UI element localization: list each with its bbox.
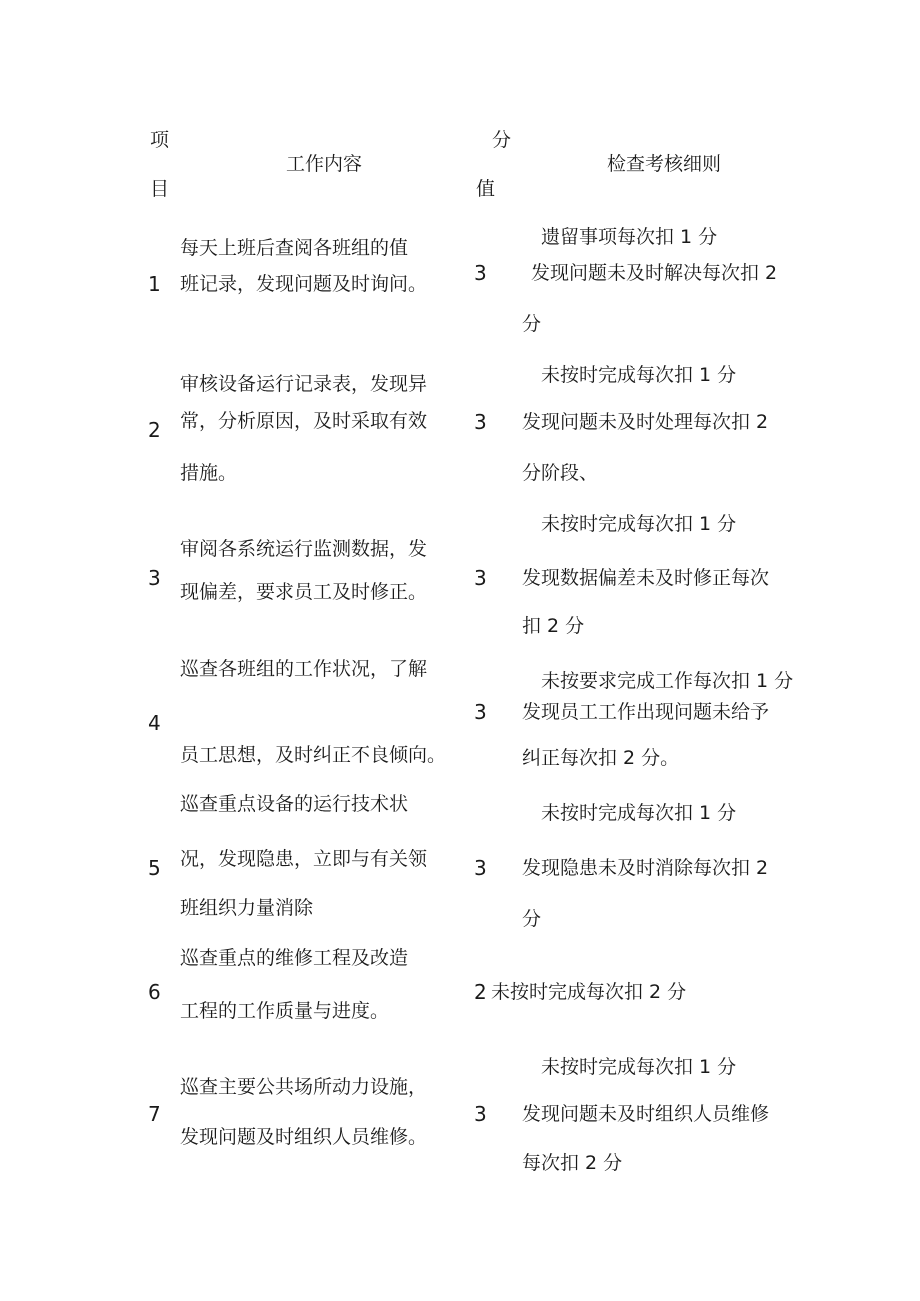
row-criteria-line: 发现数据偏差未及时修正每次 [522,567,770,589]
row-content-line: 发现问题及时组织人员维修。 [180,1126,428,1148]
row-number: 2 [148,418,161,442]
row-criteria-line: 发现员工工作出现问题未给予 [522,701,770,723]
row-criteria-line: 未按时完成每次扣 1 分 [541,1056,737,1078]
row-content-line: 班记录，发现问题及时询问。 [180,273,428,295]
row-criteria-line: 纠正每次扣 2 分。 [522,747,680,769]
row-score: 2 [474,980,487,1004]
row-content-line: 审核设备运行记录表，发现异 [180,373,428,395]
header-item-line1: 项 [150,129,170,151]
row-content-line: 工程的工作质量与进度。 [180,1000,390,1022]
row-criteria-line: 遗留事项每次扣 1 分 [541,226,718,248]
header-content: 工作内容 [286,153,363,175]
header-score-line1: 分 [492,129,512,151]
row-criteria-line: 分阶段、 [522,462,599,484]
row-score: 3 [474,856,487,880]
header-item-line2: 目 [150,178,170,200]
row-score: 3 [474,1102,487,1126]
row-criteria-line: 未按时完成每次扣 1 分 [541,802,737,824]
row-content-line: 巡查重点的维修工程及改造 [180,947,409,969]
row-number: 6 [148,980,161,1004]
row-content-line: 员工思想，及时纠正不良倾向。 [180,744,447,766]
row-content-line: 每天上班后查阅各班组的值 [180,237,409,259]
row-criteria-line: 未按时完成每次扣 2 分 [491,981,687,1003]
row-number: 5 [148,856,161,880]
row-score: 3 [474,566,487,590]
row-content-line: 措施。 [180,462,238,484]
row-criteria-line: 发现问题未及时处理每次扣 2 [522,411,769,433]
row-criteria-line: 扣 2 分 [522,615,585,637]
row-number: 7 [148,1102,161,1126]
row-number: 1 [148,272,161,296]
row-criteria-line: 分 [522,313,542,335]
row-criteria-line: 未按时完成每次扣 1 分 [541,513,737,535]
row-content-line: 现偏差，要求员工及时修正。 [180,581,428,603]
row-content-line: 审阅各系统运行监测数据，发 [180,538,428,560]
row-content-line: 常，分析原因，及时采取有效 [180,410,428,432]
row-score: 3 [474,261,487,285]
row-content-line: 班组织力量消除 [180,897,314,919]
row-content-line: 巡查各班组的工作状况，了解 [180,658,428,680]
row-content-line: 况，发现隐患，立即与有关领 [180,848,428,870]
row-number: 4 [148,711,161,735]
header-criteria: 检查考核细则 [607,153,722,175]
header-score-line2: 值 [476,178,496,200]
row-score: 3 [474,410,487,434]
row-content-line: 巡查主要公共场所动力设施， [180,1076,428,1098]
row-criteria-line: 未按要求完成工作每次扣 1 分 [541,670,794,692]
row-criteria-line: 发现问题未及时解决每次扣 2 [531,262,778,284]
row-criteria-line: 发现隐患未及时消除每次扣 2 [522,857,769,879]
row-score: 3 [474,700,487,724]
row-content-line: 巡查重点设备的运行技术状 [180,793,409,815]
row-number: 3 [148,566,161,590]
row-criteria-line: 每次扣 2 分 [522,1152,623,1174]
row-criteria-line: 分 [522,908,542,930]
row-criteria-line: 未按时完成每次扣 1 分 [541,364,737,386]
row-criteria-line: 发现问题未及时组织人员维修 [522,1103,770,1125]
